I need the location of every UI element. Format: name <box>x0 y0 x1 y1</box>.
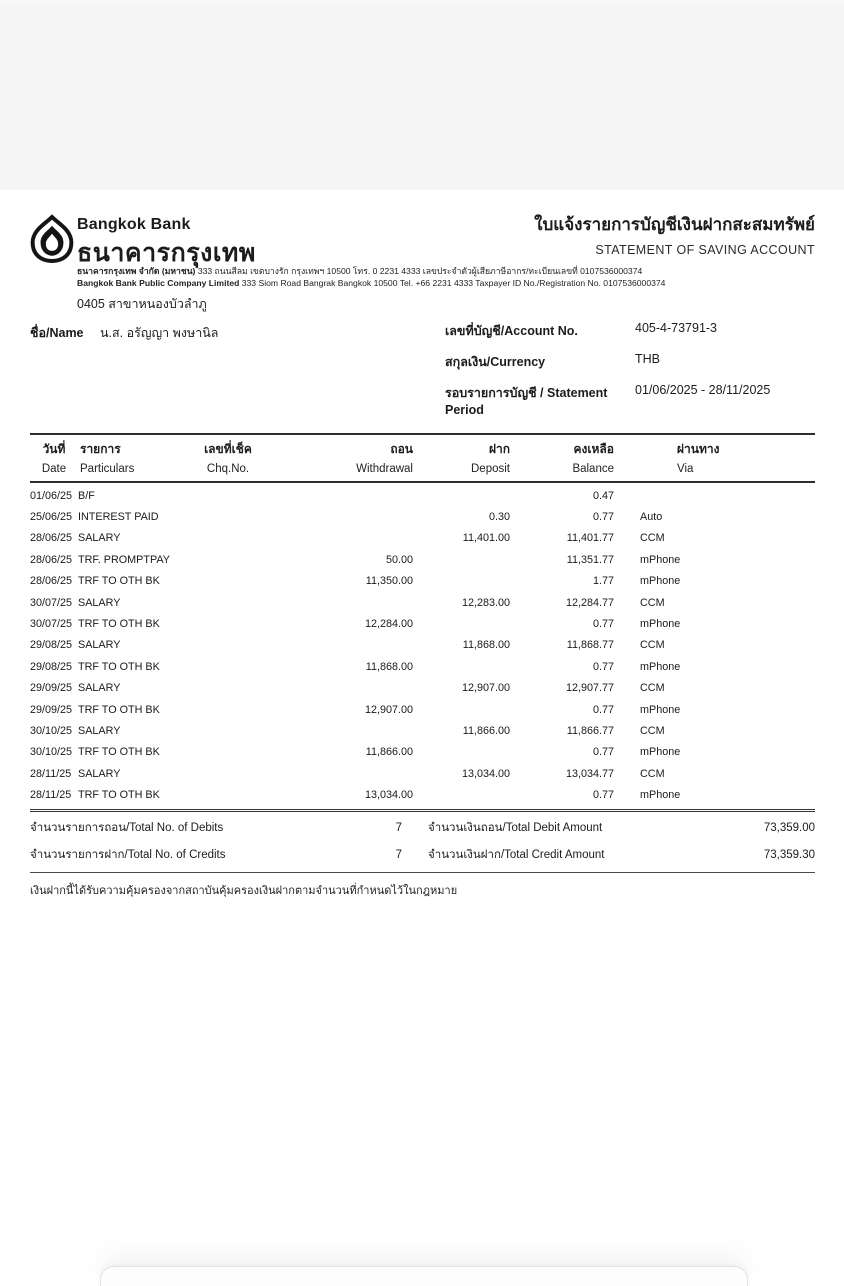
cell-deposit: 12,283.00 <box>461 596 510 609</box>
bank-name-thai: ธนาคารกรุงเทพ <box>77 239 256 267</box>
cell-via: mPhone <box>640 789 681 802</box>
cell-date: 25/06/25 <box>30 511 73 524</box>
cell-withdrawal: 50.00 <box>385 553 413 566</box>
currency-row <box>445 352 770 372</box>
column-header-thai: วันที่ <box>42 442 66 456</box>
cell-date: 30/10/25 <box>30 746 73 759</box>
viewer-top-band <box>0 0 844 190</box>
cell-balance: 12,284.77 <box>565 596 614 609</box>
column-header <box>198 440 258 475</box>
cell-balance: 0.77 <box>592 511 614 524</box>
document-title-block <box>534 211 815 257</box>
column-header-thai: เลขที่เช็ค <box>204 442 252 456</box>
table-row <box>30 678 815 699</box>
table-row <box>30 763 815 784</box>
cell-date: 28/06/25 <box>30 575 73 588</box>
table-row <box>30 549 815 570</box>
cell-particulars: TRF TO OTH BK <box>78 575 160 588</box>
column-header-thai: ฝาก <box>488 442 510 456</box>
cell-via: mPhone <box>640 575 681 588</box>
cell-date: 29/08/25 <box>30 639 73 652</box>
cell-balance: 1.77 <box>592 575 614 588</box>
cell-deposit: 11,866.00 <box>462 724 510 737</box>
cell-balance: 0.77 <box>592 618 614 631</box>
cell-via: Auto <box>640 511 663 524</box>
summary-debits-row <box>30 815 815 842</box>
cell-balance: 0.77 <box>592 703 614 716</box>
branch-name: 0405 สาขาหนองบัวลำภู <box>77 297 207 311</box>
table-row <box>30 635 815 656</box>
column-header-english: Date <box>41 463 67 475</box>
transactions-table <box>30 433 815 899</box>
table-row <box>30 506 815 527</box>
statement-period-label: รอบรายการบัญชี / Statement Period <box>445 386 608 417</box>
column-header-thai: ผ่านทาง <box>677 442 720 456</box>
cell-date: 28/11/25 <box>30 767 72 780</box>
cell-deposit: 12,907.00 <box>461 682 510 695</box>
cell-via: CCM <box>640 682 665 695</box>
cell-via: CCM <box>640 532 665 545</box>
table-row <box>30 613 815 634</box>
cell-particulars: SALARY <box>78 724 121 737</box>
cell-date: 30/07/25 <box>30 618 73 631</box>
document-title-english: STATEMENT OF SAVING ACCOUNT <box>595 243 815 257</box>
table-row <box>30 720 815 741</box>
column-header <box>622 440 815 475</box>
column-header <box>423 440 520 475</box>
credit-amount-value: 73,359.30 <box>763 848 815 861</box>
column-header <box>30 440 78 475</box>
cell-deposit: 11,868.00 <box>462 639 510 652</box>
account-number-row <box>445 321 770 341</box>
cell-particulars: TRF TO OTH BK <box>78 703 160 716</box>
cell-balance: 11,868.77 <box>566 639 614 652</box>
bank-address <box>77 266 665 289</box>
column-header-english: Deposit <box>471 463 510 475</box>
credits-label: จำนวนรายการฝาก/Total No. of Credits <box>30 848 226 861</box>
column-header <box>520 440 622 475</box>
document-title-thai: ใบแจ้งรายการบัญชีเงินฝากสะสมทรัพย์ <box>534 215 815 234</box>
cell-date: 29/09/25 <box>30 682 73 695</box>
cell-date: 01/06/25 <box>30 489 73 502</box>
name-label: ชื่อ/Name <box>30 326 84 340</box>
transactions-body <box>30 483 815 812</box>
cell-via: mPhone <box>640 746 681 759</box>
cell-particulars: TRF TO OTH BK <box>78 789 160 802</box>
cell-date: 28/06/25 <box>30 532 73 545</box>
table-row <box>30 656 815 677</box>
table-row <box>30 571 815 592</box>
table-row <box>30 784 815 805</box>
cell-particulars: TRF TO OTH BK <box>78 746 160 759</box>
column-header-thai: ถอน <box>390 442 413 456</box>
cell-via: mPhone <box>640 618 681 631</box>
cell-balance: 12,907.77 <box>565 682 614 695</box>
column-header-english: Via <box>677 463 694 475</box>
cell-withdrawal: 11,868.00 <box>365 660 413 673</box>
bangkok-bank-logo-icon <box>30 214 74 269</box>
cell-withdrawal: 12,907.00 <box>364 703 413 716</box>
column-header <box>258 440 423 475</box>
table-row <box>30 485 815 506</box>
customer-name: น.ส. อรัญญา พงษานิล <box>100 326 219 340</box>
credit-amount-label: จำนวนเงินฝาก/Total Credit Amount <box>428 848 605 861</box>
debit-amount-value: 73,359.00 <box>763 822 815 835</box>
column-header <box>78 440 198 475</box>
cell-withdrawal: 12,284.00 <box>364 618 413 631</box>
account-number-value: 405-4-73791-3 <box>635 321 718 335</box>
cell-withdrawal: 11,866.00 <box>365 746 413 759</box>
summary-credits-row <box>30 841 815 868</box>
currency-label: สกุลเงิน/Currency <box>445 355 546 369</box>
column-header-thai: รายการ <box>80 442 121 456</box>
cell-particulars: SALARY <box>78 639 121 652</box>
cell-particulars: TRF TO OTH BK <box>78 618 160 631</box>
cell-via: CCM <box>640 639 665 652</box>
cell-particulars: TRF. PROMPTPAY <box>78 553 170 566</box>
cell-withdrawal: 11,350.00 <box>365 575 413 588</box>
statement-period-row <box>445 383 770 417</box>
customer-name-row <box>30 323 218 343</box>
cell-via: CCM <box>640 767 665 780</box>
table-header-row <box>30 433 815 483</box>
cell-balance: 0.77 <box>592 660 614 673</box>
cell-date: 28/11/25 <box>30 789 72 802</box>
cell-particulars: SALARY <box>78 532 121 545</box>
cell-balance: 0.77 <box>592 789 614 802</box>
cell-via: mPhone <box>640 660 681 673</box>
cell-date: 28/06/25 <box>30 553 73 566</box>
debits-count: 7 <box>395 822 402 835</box>
cell-via: mPhone <box>640 703 681 716</box>
cell-date: 29/09/25 <box>30 703 73 716</box>
cell-balance: 11,401.77 <box>566 532 614 545</box>
deposit-protection-footnote: เงินฝากนี้ได้รับความคุ้มครองจากสถาบันคุ้มครองเงินฝากตามจำนวนที่กำหนดไว้ในกฎหมาย <box>30 884 458 897</box>
currency-value: THB <box>635 352 660 366</box>
cell-balance: 11,866.77 <box>566 724 614 737</box>
cell-balance: 13,034.77 <box>565 767 614 780</box>
credits-count: 7 <box>395 848 402 861</box>
cell-via: mPhone <box>640 553 681 566</box>
cell-date: 30/10/25 <box>30 724 73 737</box>
cell-date: 29/08/25 <box>30 660 73 673</box>
cell-date: 30/07/25 <box>30 596 73 609</box>
cell-particulars: TRF TO OTH BK <box>78 660 160 673</box>
cell-deposit: 0.30 <box>488 511 510 524</box>
table-row <box>30 699 815 720</box>
column-header-english: Balance <box>572 463 614 475</box>
debits-label: จำนวนรายการถอน/Total No. of Debits <box>30 822 224 835</box>
column-header-english: Withdrawal <box>356 463 413 475</box>
debit-amount-label: จำนวนเงินถอน/Total Debit Amount <box>428 822 603 835</box>
bank-address-english: Bangkok Bank Public Company Limited 333 Siom Road Bangrak Bangkok 10500 Tel. +66 2231 4333 Taxpayer ID No./Registration No. 0107536000374 <box>77 277 666 288</box>
statement-page <box>0 190 844 1266</box>
cell-particulars: B/F <box>78 489 95 502</box>
cell-via: CCM <box>640 724 665 737</box>
cell-balance: 0.47 <box>592 489 614 502</box>
table-row <box>30 592 815 613</box>
cell-via: CCM <box>640 596 665 609</box>
bank-name-english: Bangkok Bank <box>77 216 191 233</box>
cell-particulars: SALARY <box>78 596 121 609</box>
table-row <box>30 742 815 763</box>
cell-particulars: SALARY <box>78 767 121 780</box>
summary-section <box>30 812 815 873</box>
cell-withdrawal: 13,034.00 <box>364 789 413 802</box>
account-info <box>445 321 770 428</box>
column-header-thai: คงเหลือ <box>573 442 614 456</box>
cell-balance: 0.77 <box>592 746 614 759</box>
column-header-english: Chq.No. <box>206 463 250 475</box>
account-number-label: เลขที่บัญชี/Account No. <box>445 324 578 338</box>
column-header-english: Particulars <box>80 463 135 475</box>
statement-period-value: 01/06/2025 - 28/11/2025 <box>635 383 771 397</box>
bank-address-thai: ธนาคารกรุงเทพ จำกัด (มหาชน) 333 ถนนสีลม เขตบางรัก กรุงเทพฯ 10500 โทร. 0 2231 4333 เลขประจำตัวผู้เสียภาษีอากร/ทะเบียนเลขที่ 0107536000374 <box>77 266 643 276</box>
cell-deposit: 13,034.00 <box>461 767 510 780</box>
cell-particulars: INTEREST PAID <box>78 511 159 524</box>
next-page-top-edge <box>100 1266 748 1286</box>
cell-deposit: 11,401.00 <box>462 532 510 545</box>
table-row <box>30 528 815 549</box>
cell-balance: 11,351.77 <box>566 553 614 566</box>
cell-particulars: SALARY <box>78 682 121 695</box>
